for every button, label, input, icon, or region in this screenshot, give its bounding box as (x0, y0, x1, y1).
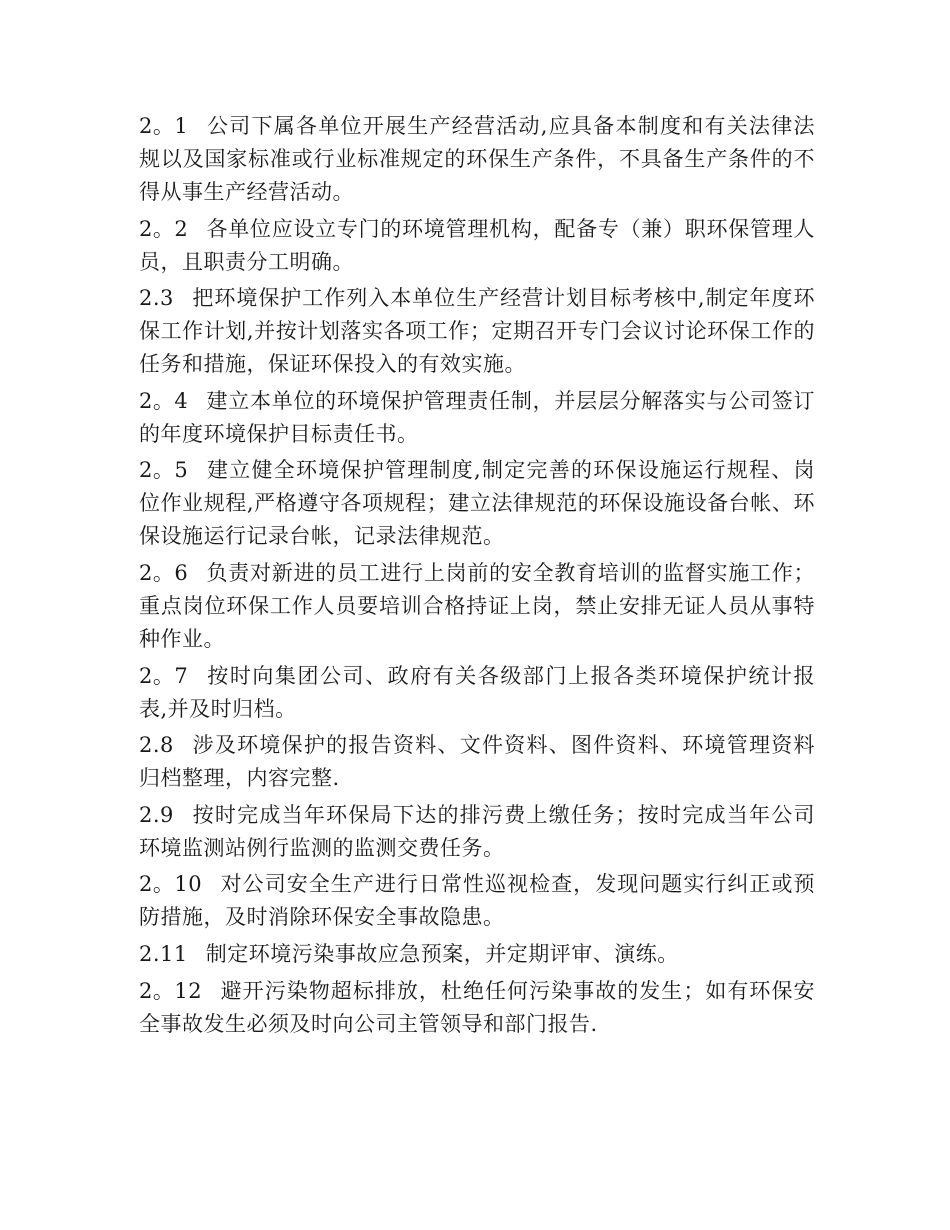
clause-number: 2。4 (139, 388, 189, 413)
clause-text: 按时完成当年环保局下达的排污费上缴任务；按时完成当年公司环境监测站例行监测的监测交费任务。 (139, 802, 815, 860)
clause-2-6 (139, 557, 815, 656)
clause-2-8 (139, 729, 815, 795)
clause-number: 2。6 (139, 560, 189, 585)
clause-number: 2。10 (139, 872, 203, 897)
clause-2-2 (139, 213, 815, 279)
clause-2-1 (139, 110, 815, 209)
clause-number: 2。7 (139, 663, 189, 688)
clause-text: 涉及环境保护的报告资料、文件资料、图件资料、环境管理资料归档整理，内容完整. (139, 733, 815, 791)
clause-number: 2。12 (139, 978, 203, 1003)
clause-text: 把环境保护工作列入本单位生产经营计划目标考核中,制定年度环保工作计划,并按计划落实各项工作；定期召开专门会议讨论环保工作的任务和措施，保证环保投入的有效实施。 (139, 286, 815, 377)
clause-2-11 (139, 938, 815, 971)
clause-number: 2。5 (139, 458, 189, 483)
clause-text: 各单位应设立专门的环境管理机构，配备专（兼）职环保管理人员，且职责分工明确。 (139, 216, 815, 274)
clause-number: 2。2 (139, 216, 189, 241)
clause-2-7 (139, 660, 815, 726)
clause-text: 按时向集团公司、政府有关各级部门上报各类环境保护统计报表,并及时归档。 (139, 663, 815, 721)
clause-2-9 (139, 799, 815, 865)
clause-text: 制定环境污染事故应急预案，并定期评审、演练。 (205, 941, 679, 966)
clause-text: 对公司安全生产进行日常性巡视检查，发现问题实行纠正或预防措施，及时消除环保安全事故隐患。 (139, 872, 815, 930)
clause-2-10 (139, 868, 815, 934)
clause-2-3 (139, 282, 815, 381)
clause-text: 建立本单位的环境保护管理责任制，并层层分解落实与公司签订的年度环境保护目标责任书。 (139, 388, 815, 446)
clause-number: 2.9 (139, 802, 174, 827)
clause-text: 公司下属各单位开展生产经营活动,应具备本制度和有关法律法规以及国家标准或行业标准规定的环保生产条件，不具备生产条件的不得从事生产经营活动。 (139, 114, 815, 204)
clause-text: 建立健全环境保护管理制度,制定完善的环保设施运行规程、岗位作业规程,严格遵守各项规程；建立法律规范的环保设施设备台帐、环保设施运行记录台帐，记录法律规范。 (139, 458, 815, 549)
clause-2-12 (139, 975, 815, 1041)
document-body (139, 110, 815, 1044)
clause-2-5 (139, 454, 815, 553)
clause-number: 2.3 (139, 286, 174, 311)
clause-number: 2.11 (139, 941, 188, 966)
clause-text: 负责对新进的员工进行上岗前的安全教育培训的监督实施工作；重点岗位环保工作人员要培训合格持证上岗，禁止安排无证人员从事特种作业。 (139, 560, 815, 651)
clause-number: 2.8 (139, 733, 174, 758)
clause-2-4 (139, 385, 815, 451)
clause-number: 2。1 (139, 114, 189, 138)
clause-text: 避开污染物超标排放，杜绝任何污染事故的发生；如有环保安全事故发生必须及时向公司主管领导和部门报告. (139, 978, 815, 1036)
